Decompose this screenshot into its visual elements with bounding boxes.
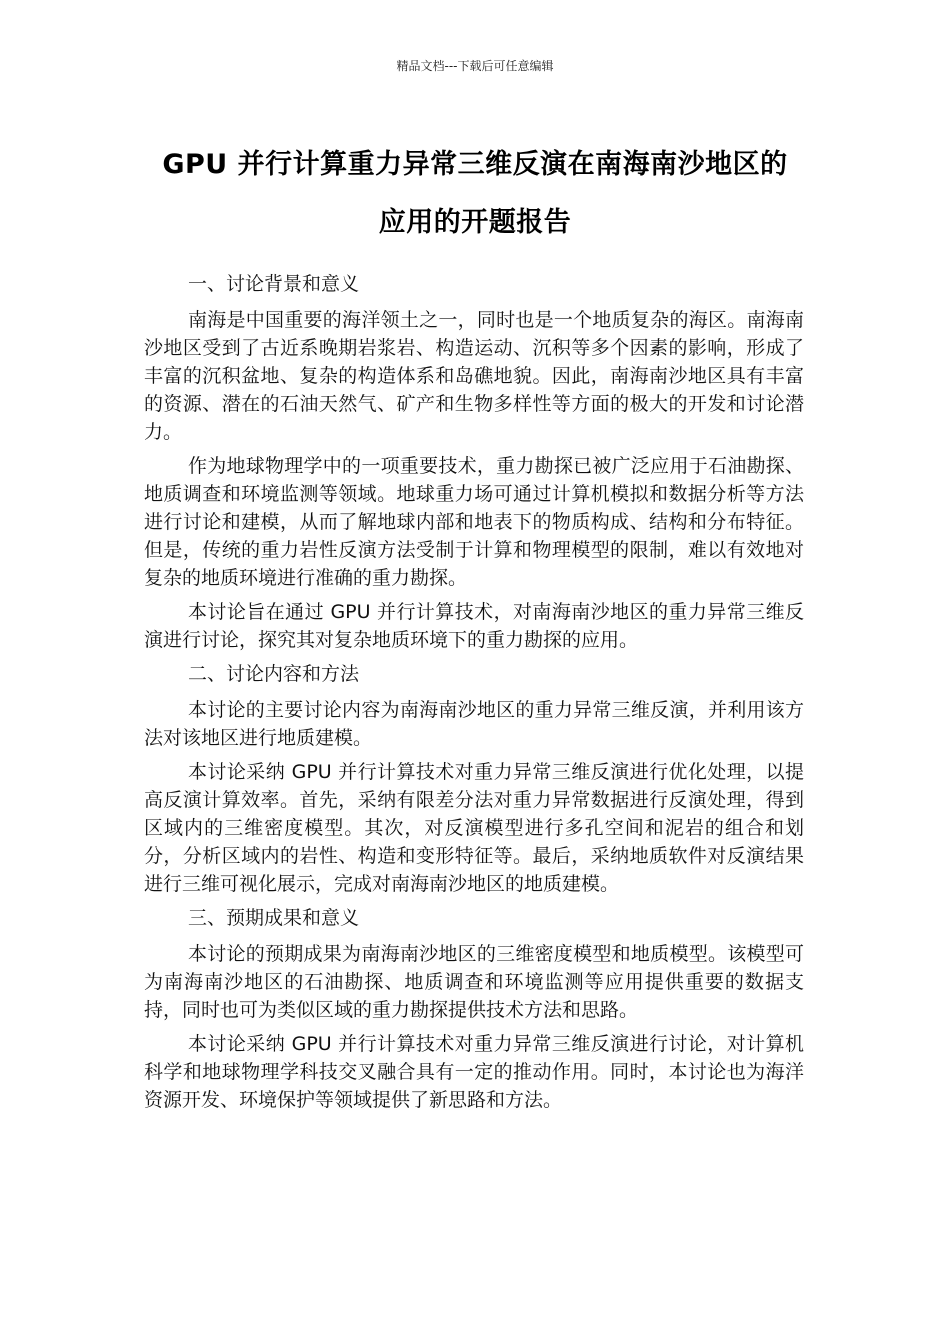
paragraph-content-2: 本讨论采纳 GPU 并行计算技术对重力异常三维反演进行优化处理，以提高反演计算效率。首先，采纳有限差分法对重力异常数据进行反演处理，得到区域内的三维密度模型。其次，对反演模型进行多孔空间和泥岩的组合和划分，分析区域内的岩性、构造和变形特征等。最后，采纳地质软件对反演结果进行三维可视化展示，完成对南海南沙地区的地质建模。 [144,761,804,895]
section-heading-background: 一、讨论背景和意义 [188,273,360,295]
document-title [120,136,830,252]
document-body [144,270,804,1120]
header-note: 精品文档---下载后可任意编辑 [396,59,554,73]
paragraph-background-2: 作为地球物理学中的一项重要技术，重力勘探已被广泛应用于石油勘探、地质调查和环境监测等领域。地球重力场可通过计算机模拟和数据分析等方法进行讨论和建模，从而了解地球内部和地表下的物质构成、结构和分布特征。但是，传统的重力岩性反演方法受制于计算和物理模型的限制，难以有效地对复杂的地质环境进行准确的重力勘探。 [144,455,804,589]
title-line-1: GPU 并行计算重力异常三维反演在南海南沙地区的 [162,149,788,180]
section-heading-content-methods: 二、讨论内容和方法 [188,663,360,685]
section-heading-expected-results: 三、预期成果和意义 [188,907,360,929]
paragraph-background-1: 南海是中国重要的海洋领土之一，同时也是一个地质复杂的海区。南海南沙地区受到了古近系晚期岩浆岩、构造运动、沉积等多个因素的影响，形成了丰富的沉积盆地、复杂的构造体系和岛礁地貌。因此，南海南沙地区具有丰富的资源、潜在的石油天然气、矿产和生物多样性等方面的极大的开发和讨论潜力。 [144,309,804,443]
paragraph-results-2: 本讨论采纳 GPU 并行计算技术对重力异常三维反演进行讨论，对计算机科学和地球物理学科技交叉融合具有一定的推动作用。同时，本讨论也为海洋资源开发、环境保护等领域提供了新思路和方法。 [144,1033,804,1111]
paragraph-results-1: 本讨论的预期成果为南海南沙地区的三维密度模型和地质模型。该模型可为南海南沙地区的石油勘探、地质调查和环境监测等应用提供重要的数据支持，同时也可为类似区域的重力勘探提供技术方法和思路。 [144,943,804,1021]
title-line-2: 应用的开题报告 [378,207,572,238]
paragraph-content-1: 本讨论的主要讨论内容为南海南沙地区的重力异常三维反演，并利用该方法对该地区进行地质建模。 [144,699,804,749]
paragraph-background-3: 本讨论旨在通过 GPU 并行计算技术，对南海南沙地区的重力异常三维反演进行讨论，探究其对复杂地质环境下的重力勘探的应用。 [144,601,804,651]
